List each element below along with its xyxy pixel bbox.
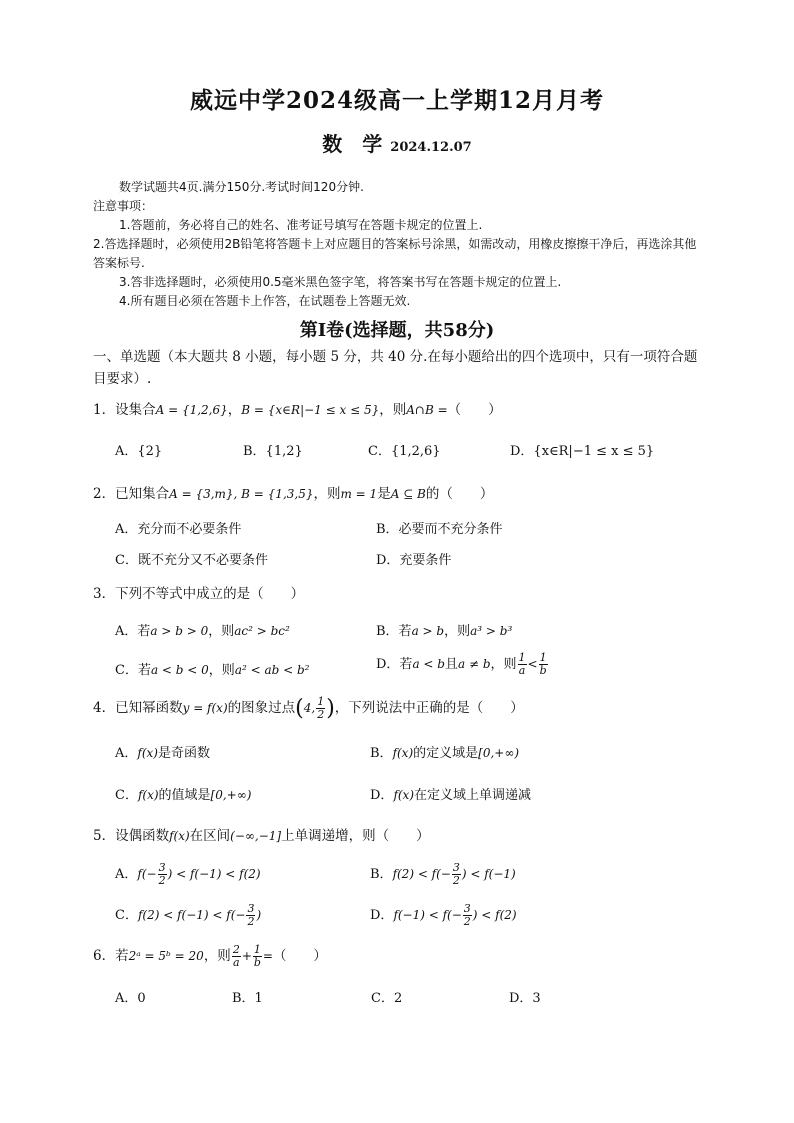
- q1-option-d: D．{x∈R|−1 ≤ x ≤ 5}: [510, 444, 655, 459]
- q2-cond: m = 1: [340, 487, 378, 501]
- q2-option-d: D．充要条件: [376, 553, 452, 568]
- q2-option-b: B．必要而不充分条件: [376, 522, 503, 537]
- q1-stem-b: ，则: [379, 402, 407, 418]
- notes-heading: 注意事项：: [93, 199, 154, 213]
- q5-option-d: D．f(−1) < f(− $\frac{3}{2}$ ) < f(2): [370, 902, 517, 928]
- q1-stem: 1．设集合: [93, 402, 156, 418]
- notes-item: 2.答选择题时，必须使用2B铅笔将答题卡上对应题目的答案标号涂黑，如需改动，用橡皮擦擦干净后，再选涂其他答案标号.: [93, 237, 697, 270]
- question-1: [93, 398, 502, 418]
- notes-item: 3.答非选择题时，必须使用0.5毫米黑色签字笔，将答案书写在答题卡规定的位置上.: [119, 275, 562, 289]
- q2-sets: A = {3,m}, B = {1,3,5}: [169, 487, 314, 501]
- q3-option-b: B．若a > b，则a³ > b³: [376, 624, 513, 639]
- fraction-2-over-a: $\frac{2}{a}$: [232, 943, 240, 969]
- q4-func: y = f(x): [182, 701, 228, 715]
- q6-option-c: C．2: [371, 991, 403, 1006]
- fraction-half: $\frac{1}{2}$: [317, 695, 325, 721]
- q2-option-c: C．既不充分又不必要条件: [115, 553, 268, 568]
- fraction-3-over-2: $\frac{3}{2}$: [158, 861, 166, 887]
- question-2: [93, 482, 493, 502]
- question-6: 6．若2ᵃ = 5ᵇ = 20，则 $\frac{2}{a}$ + $\frac{1}{b}$ =（ ）: [93, 943, 327, 969]
- q2-sub: A ⊆ B: [390, 487, 426, 501]
- q6-option-d: D．3: [509, 991, 541, 1006]
- fraction-3-over-2: $\frac{3}{2}$: [463, 902, 471, 928]
- q3-option-c: C．若a < b < 0，则a² < ab < b²: [115, 663, 310, 678]
- section-intro: 一、单选题（本大题共 8 小题，每小题 5 分，共 40 分.在每小题给出的四个选项中，只有一项符合题目要求）.: [93, 349, 698, 387]
- q2-stem-b: ，则: [313, 486, 341, 502]
- notes-line: 数学试题共4页.满分150分.考试时间120分钟.: [119, 180, 364, 194]
- q1-set-a: A = {1,2,6}: [155, 403, 228, 417]
- q1-option-b: B．{1,2}: [243, 444, 303, 459]
- q5-option-b: B．f(2) < f(− $\frac{3}{2}$ ) < f(−1): [370, 861, 516, 887]
- q4-option-b: B．f(x)的定义域是[0,+∞): [370, 746, 520, 761]
- subject-name: 数 学: [322, 132, 383, 156]
- fraction-3-over-2: $\frac{3}{2}$: [452, 861, 460, 887]
- fraction-1-over-b: $\frac{1}{b}$: [539, 651, 547, 677]
- q2-stem-d: 的（ ）: [425, 486, 494, 502]
- subject-line: [0, 128, 794, 157]
- q5-option-c: C．f(2) < f(−1) < f(− $\frac{3}{2}$ ): [115, 902, 262, 928]
- q4-option-d: D．f(x)在定义域上单调递减: [370, 788, 532, 803]
- q1-option-c: C．{1,2,6}: [368, 444, 441, 459]
- q6-option-b: B．1: [232, 991, 263, 1006]
- question-5: 5．设偶函数f(x)在区间(−∞,−1]上单调递增，则（ ）: [93, 828, 430, 844]
- section-title: 第Ⅰ卷(选择题，共58分): [299, 320, 495, 341]
- q1-sep: ，: [227, 402, 242, 418]
- notes-item: 4.所有题目必须在答题卡上作答，在试题卷上答题无效.: [119, 294, 411, 308]
- fraction-1-over-b: $\frac{1}{b}$: [253, 943, 261, 969]
- q5-option-a: A．f(− $\frac{3}{2}$ ) < f(−1) < f(2): [115, 861, 261, 887]
- q2-stem-c: 是: [377, 486, 391, 502]
- question-3: 3．下列不等式中成立的是（ ）: [93, 586, 305, 602]
- question-4: 4．已知幂函数y = f(x)的图象过点(4, $\frac{1}{2}$ )，下列说法中正确的是（ ）: [93, 695, 524, 721]
- exam-title: 威远中学2024级高一上学期12月月考: [189, 87, 605, 114]
- q1-set-b: B = {x∈R|−1 ≤ x ≤ 5}: [241, 403, 380, 417]
- q1-tail: （ ）: [447, 402, 502, 418]
- q2-option-a: A．充分而不必要条件: [115, 522, 242, 537]
- q1-option-a: A．{2}: [115, 444, 163, 459]
- exam-date: 2024.12.07: [390, 140, 472, 155]
- notes-item: 1.答题前，务必将自己的姓名、准考证号填写在答题卡规定的位置上.: [119, 218, 483, 232]
- exam-notes: [93, 178, 705, 311]
- fraction-3-over-2: $\frac{3}{2}$: [247, 902, 255, 928]
- q3-option-a: A．若a > b > 0，则ac² > bc²: [115, 624, 290, 639]
- fraction-1-over-a: $\frac{1}{a}$: [518, 651, 526, 677]
- q2-stem: 2．已知集合: [93, 486, 170, 502]
- q3-option-d: D．若a < b且a ≠ b，则 $\frac{1}{a}$ < $\frac{1}{b}$: [376, 651, 547, 677]
- q4-option-c: C．f(x)的值域是[0,+∞): [115, 788, 252, 803]
- q4-option-a: A．f(x)是奇函数: [115, 746, 210, 761]
- q1-expr: A∩B =: [406, 403, 448, 417]
- q6-option-a: A．0: [115, 991, 146, 1006]
